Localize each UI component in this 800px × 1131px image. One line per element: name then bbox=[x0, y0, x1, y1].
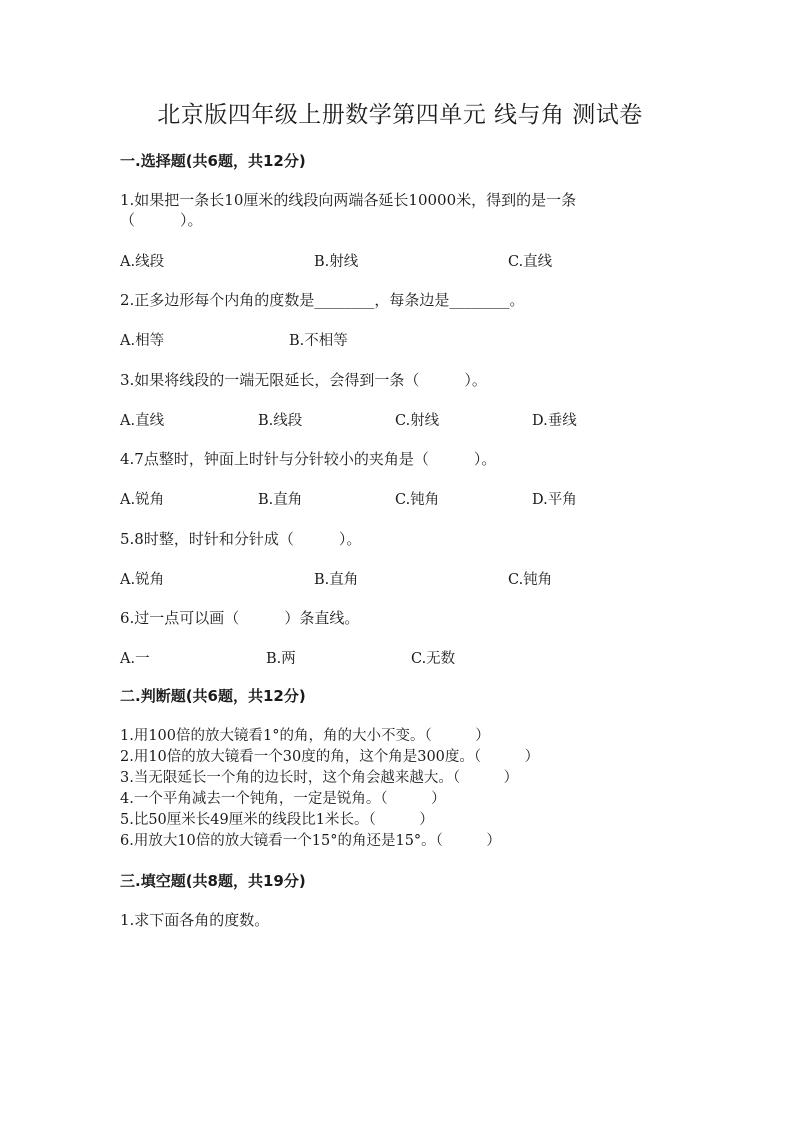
question-2-text: 2.正多边形每个内角的度数是________，每条边是________。 bbox=[120, 291, 525, 309]
question-6-text: 6.过一点可以画（ ）条直线。 bbox=[120, 609, 360, 627]
question-5-option-a: A.锐角 bbox=[120, 572, 165, 588]
question-3-option-a: A.直线 bbox=[120, 413, 165, 429]
question-4-option-c: C.钝角 bbox=[395, 492, 440, 508]
question-6-option-c: C.无数 bbox=[411, 651, 456, 667]
question-1-line-1: 1.如果把一条长10厘米的线段向两端各延长10000米，得到的是一条 bbox=[120, 191, 577, 209]
question-3-option-c: C.射线 bbox=[395, 413, 440, 429]
question-1-option-a: A.线段 bbox=[120, 254, 165, 270]
page-title: 北京版四年级上册数学第四单元 线与角 测试卷 bbox=[157, 102, 643, 128]
judgment-item-6: 6.用放大10倍的放大镜看一个15°的角还是15°。（ ） bbox=[120, 833, 501, 849]
question-1-line-2: （ ）。 bbox=[120, 211, 203, 229]
question-6-option-b: B.两 bbox=[266, 651, 296, 667]
question-2-option-b: B.不相等 bbox=[289, 333, 348, 349]
judgment-item-3: 3.当无限延长一个角的边长时，这个角会越来越大。（ ） bbox=[120, 770, 519, 786]
question-1-option-c: C.直线 bbox=[508, 254, 553, 270]
section-heading-judgment: 二.判断题(共6题，共12分) bbox=[120, 687, 306, 705]
judgment-item-4: 4.一个平角减去一个钝角，一定是锐角。（ ） bbox=[120, 791, 446, 807]
question-3-option-d: D.垂线 bbox=[532, 413, 577, 429]
question-5-option-c: C.钝角 bbox=[508, 572, 553, 588]
question-1-option-b: B.射线 bbox=[314, 254, 359, 270]
judgment-item-2: 2.用10倍的放大镜看一个30度的角，这个角是300度。（ ） bbox=[120, 749, 540, 765]
judgment-item-5: 5.比50厘米长49厘米的线段比1米长。（ ） bbox=[120, 812, 434, 828]
judgment-item-1: 1.用100倍的放大镜看1°的角，角的大小不变。（ ） bbox=[120, 728, 490, 744]
section-heading-choice: 一.选择题(共6题，共12分) bbox=[120, 152, 306, 170]
question-5-option-b: B.直角 bbox=[314, 572, 359, 588]
question-3-option-b: B.线段 bbox=[258, 413, 303, 429]
question-4-option-b: B.直角 bbox=[258, 492, 303, 508]
question-3-text: 3.如果将线段的一端无限延长，会得到一条（ ）。 bbox=[120, 371, 487, 389]
question-4-option-a: A.锐角 bbox=[120, 492, 165, 508]
question-5-text: 5.8时整，时针和分针成（ ）。 bbox=[120, 530, 362, 548]
fill-question-1-text: 1.求下面各角的度数。 bbox=[120, 911, 270, 929]
question-2-option-a: A.相等 bbox=[120, 333, 165, 349]
question-4-option-d: D.平角 bbox=[532, 492, 577, 508]
section-heading-fill-blank: 三.填空题(共8题，共19分) bbox=[120, 872, 306, 890]
question-4-text: 4.7点整时，钟面上时针与分针较小的夹角是（ ）。 bbox=[120, 450, 497, 468]
question-6-option-a: A.一 bbox=[120, 651, 150, 667]
